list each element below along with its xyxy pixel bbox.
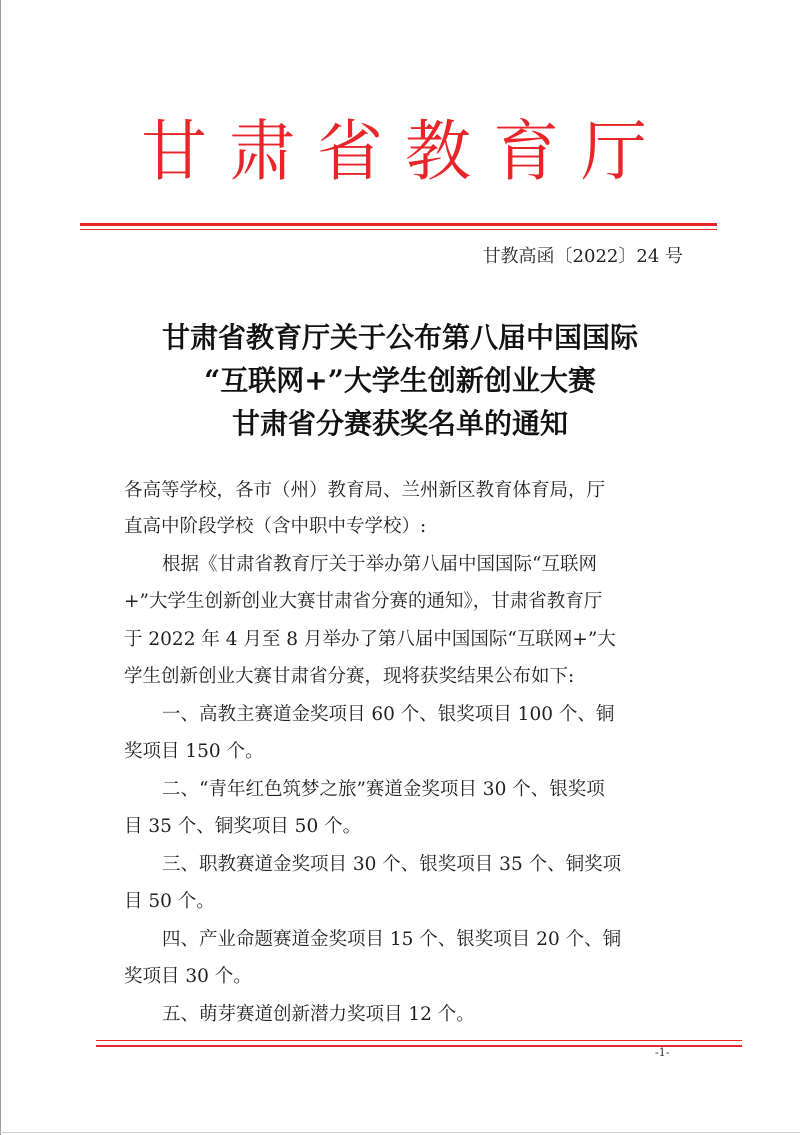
body-line-item-2a: 二、“青年红色筑梦之旅”赛道金奖项目 30 个、银奖项 <box>162 779 605 800</box>
body-line-item-1a: 一、高教主赛道金奖项目 60 个、银奖项目 100 个、铜 <box>162 704 615 725</box>
body-line-intro-2: +”大学生创新创业大赛甘肃省分赛的通知》，甘肃省教育厅 <box>124 591 603 612</box>
header-red-rule-thick <box>80 223 717 226</box>
page-number: -1- <box>655 1046 670 1059</box>
header-red-rule-thin <box>80 229 717 230</box>
footer-red-rule-thin <box>96 1040 742 1041</box>
body-line-item-3b: 目 50 个。 <box>124 891 215 912</box>
masthead-title: 甘肃省教育厅 <box>141 113 669 190</box>
body-line-intro-3: 于 2022 年 4 月至 8 月举办了第八届中国国际“互联网+”大 <box>124 629 616 650</box>
body-line-item-3a: 三、职教赛道金奖项目 30 个、银奖项目 35 个、铜奖项 <box>162 854 622 875</box>
body-line-item-2b: 目 35 个、铜奖项目 50 个。 <box>124 816 362 837</box>
notice-title-line-3: 甘肃省分赛获奖名单的通知 <box>231 407 568 440</box>
document-number: 甘教高函〔2022〕24 号 <box>482 246 683 267</box>
body-line-addressee-1: 各高等学校，各市（州）教育局、兰州新区教育体育局，厅 <box>124 480 606 501</box>
body-line-intro-4: 学生创新创业大赛甘肃省分赛，现将获奖结果公布如下: <box>124 666 575 687</box>
footer-red-rule-thick <box>96 1045 742 1047</box>
notice-title-line-1: 甘肃省教育厅关于公布第八届中国国际 <box>161 321 638 354</box>
body-line-item-5: 五、萌芽赛道创新潜力奖项目 12 个。 <box>162 1004 475 1025</box>
body-line-item-1b: 奖项目 150 个。 <box>124 741 264 762</box>
notice-title-line-2: “互联网+”大学生创新创业大赛 <box>204 364 596 397</box>
page-bottom-edge <box>0 1132 800 1133</box>
body-line-intro-1: 根据《甘肃省教育厅关于举办第八届中国国际“互联网 <box>162 554 597 575</box>
body-line-item-4a: 四、产业命题赛道金奖项目 15 个、银奖项目 20 个、铜 <box>162 929 622 950</box>
body-line-item-4b: 奖项目 30 个。 <box>124 966 252 987</box>
body-line-addressee-2: 直高中阶段学校（含中职中专学校）: <box>124 516 427 537</box>
